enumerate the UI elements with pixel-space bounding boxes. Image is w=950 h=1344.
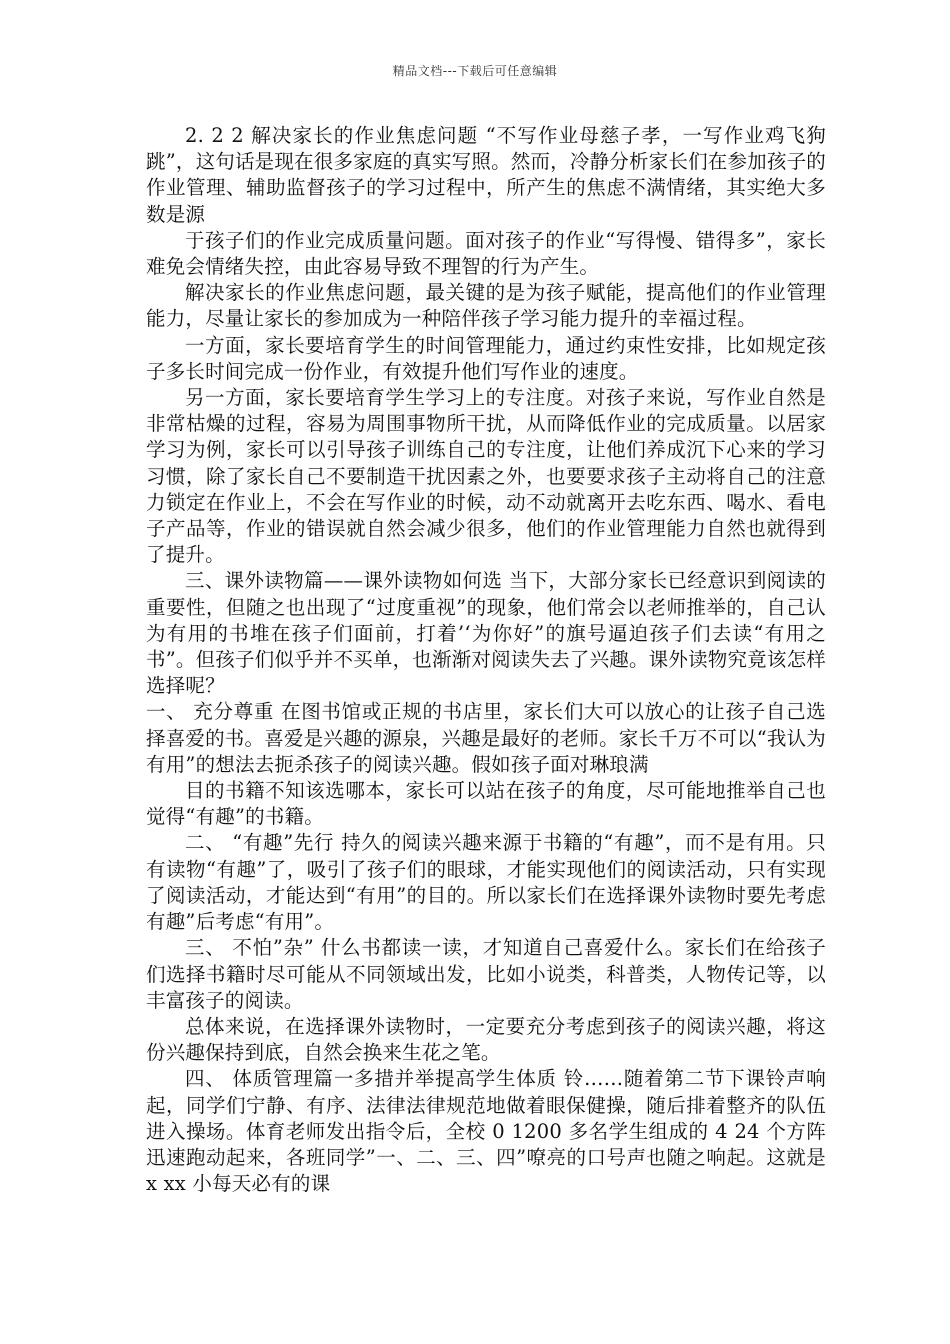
- document-body: [146, 123, 826, 1197]
- paragraph: 二、 “有趣”先行 持久的阅读兴趣来源于书籍的“有趣”，而不是有用。只有读物“有趣”了，吸引了孩子们的眼球，才能实现他们的阅读活动，只有实现了阅读活动，才能达到“有用”的目的。所以家长们在选择课外读物时要先考虑有趣”后考虑“有用”。: [146, 831, 826, 934]
- paragraph: 总体来说，在选择课外读物时，一定要充分考虑到孩子的阅读兴趣，将这份兴趣保持到底，自然会换来生花之笔。: [146, 1014, 826, 1065]
- paragraph: 四、 体质管理篇一多措并举提高学生体质 铃……随着第二节下课铃声响起，同学们宁静、有序、法律法律规范地做着眼保健操，随后排着整齐的队伍进入操场。体育老师发出指令后，全校 0 1200 多名学生组成的 4 24 个方阵迅速跑动起来，各班同学”一、二、三、四”嘹亮的口号声也随之响起。这就是 x xx 小每天必有的课: [146, 1067, 826, 1196]
- paragraph: 三、 不怕”杂” 什么书都读一读，才知道自己喜爱什么。家长们在给孩子们选择书籍时尽可能从不同领域出发，比如小说类，科普类，人物传记等，以丰富孩子的阅读。: [146, 936, 826, 1012]
- paragraph: 目的书籍不知该选哪本，家长可以站在孩子的角度，尽可能地推举自己也觉得“有趣”的书籍。: [146, 779, 826, 829]
- page-header: 精品文档---下载后可任意编辑: [392, 64, 558, 78]
- paragraph: 于孩子们的作业完成质量问题。面对孩子的作业“写得慢、错得多”，家长难免会情绪失控，由此容易导致不理智的行为产生。: [146, 228, 826, 279]
- paragraph: 一、 充分尊重 在图书馆或正规的书店里，家长们大可以放心的让孩子自己选择喜爱的书。喜爱是兴趣的源泉，兴趣是最好的老师。家长千万不可以“我认为有用”的想法去扼杀孩子的阅读兴趣。假如孩子面对琳琅满: [146, 700, 826, 776]
- paragraph: 2. 2 2 解决家长的作业焦虑问题 “不写作业母慈子孝，一写作业鸡飞狗跳”，这句话是现在很多家庭的真实写照。然而，冷静分析家长们在参加孩子的作业管理、辅助监督孩子的学习过程中，所产生的焦虑不满情绪，其实绝大多数是源: [146, 124, 826, 226]
- paragraph: 另一方面，家长要培育学生学习上的专注度。对孩子来说，写作业自然是非常枯燥的过程，容易为周围事物所干扰，从而降低作业的完成质量。以居家学习为例，家长可以引导孩子训练自己的专注度，让他们养成沉下心来的学习习惯，除了家长自己不要制造干扰因素之外，也要要求孩子主动将自己的注意力锁定在作业上，不会在写作业的时候，动不动就离开去吃东西、喝水、看电子产品等，作业的错误就自然会减少很多，他们的作业管理能力自然也就得到了提升。: [146, 386, 826, 567]
- paragraph: 解决家长的作业焦虑问题，最关键的是为孩子赋能，提高他们的作业管理能力，尽量让家长的参加成为一种陪伴孩子学习能力提升的幸福过程。: [146, 281, 826, 331]
- paragraph: 一方面，家长要培育学生的时间管理能力，通过约束性安排，比如规定孩子多长时间完成一份作业，有效提升他们写作业的速度。: [146, 333, 826, 383]
- paragraph: 三、课外读物篇——课外读物如何选 当下，大部分家长已经意识到阅读的重要性，但随之也出现了“过度重视”的现象，他们常会以老师推举的，自己认为有用的书堆在孩子们面前，打着’‘为你好”的旗号逼迫孩子们去读“有用之书”。但孩子们似乎并不买单，也渐渐对阅读失去了兴趣。课外读物究竟该怎样选择呢？: [146, 569, 826, 698]
